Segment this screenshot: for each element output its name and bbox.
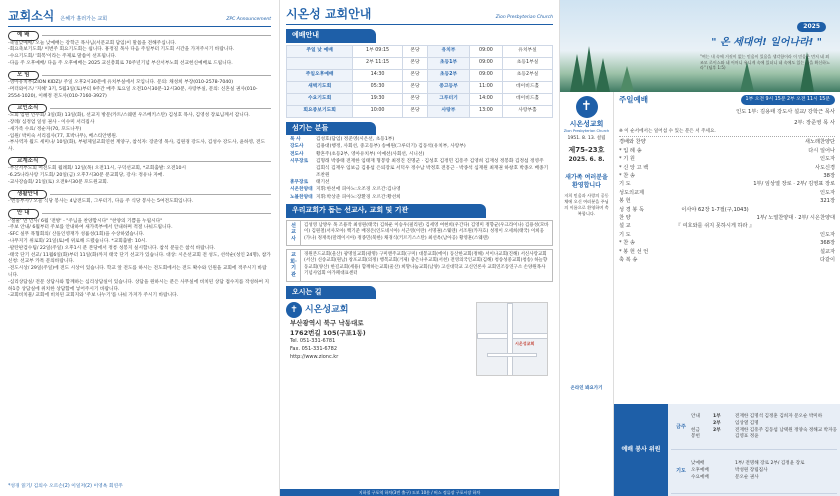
news-section — [8, 209, 271, 300]
volunteer-section-title: 금주 — [676, 424, 686, 431]
staff-names: 김성호(담임) 정준영(시온선, 초등1부) — [316, 137, 395, 143]
church-info-header — [286, 6, 553, 25]
order-row — [619, 239, 835, 247]
news-column — [0, 0, 280, 496]
order-person: 인도자 — [819, 231, 835, 238]
order-detail — [665, 231, 765, 239]
year-slogan: " 온 세대여! 일어나라! " — [711, 37, 822, 48]
worship-cell: 회요중보기도회 — [287, 105, 353, 117]
staff-names: 김용대(행정, 사회선, 중고등부) 송예원(그루터기) 김동석(유치부, 사랑부) — [316, 144, 466, 150]
church-info-column — [280, 0, 560, 496]
church-info-title: 시온성 교회안내 — [286, 7, 372, 21]
volunteer-rows — [691, 450, 837, 493]
service-body — [560, 92, 840, 496]
order-person: 368장 — [820, 240, 835, 247]
worship-cell: 본당 — [402, 45, 427, 57]
service-time: 1부 오전 9시 15분 2부 오전 11시 15분 — [741, 95, 835, 104]
order-item: * 기 원 — [619, 156, 635, 163]
volunteer-cell: 헌금 — [691, 427, 700, 433]
news-item: -노회 임원 인수회/ 3일(화) 13일(화), 선교지 방문(카트/스웨덴 우즈베키스탄) 김성호 목사, 김영성 장로님께서 갑니다. — [8, 113, 250, 119]
order-person: 1부/ 노열찬양대 · 2부/ 시온찬양대 — [756, 215, 835, 222]
volume-number: 제75-23호 — [568, 146, 605, 155]
news-item: -6.25나라사랑 기도회/ 20일(금) 오후7시30분 분교회당, 강사: 정유나 자매. — [8, 173, 164, 179]
worship-cell: 주일 낮 예배 — [287, 45, 353, 57]
order-detail — [665, 147, 765, 155]
news-item: -태국 단기 선교/ 11월6일(화)부터 11일(화)까지 태국 단기 선교가 있습니다. 대상: 시온선교회 전 성도, 선착순(성인 24명), 참가신청: 선교부 카톡 문의바랍니다. — [8, 252, 271, 265]
order-item: 경배와 찬양 — [619, 139, 646, 146]
staff-names: 김형래 박종태 전재한 임태재 형봉랑 최정진 진명군 · 김성호 김정민 김흥주 김영희 김재성 정봉화 김정섭 정영주 — [316, 159, 544, 165]
section-divider — [50, 108, 271, 109]
staff-role: 시온찬양대 — [290, 187, 313, 193]
order-row — [619, 189, 835, 197]
order-of-service-column — [560, 0, 840, 496]
order-detail — [665, 189, 765, 197]
bulletin-logo-english: Zion Presbyterian Church — [563, 129, 610, 134]
staff-row — [290, 166, 549, 179]
standing-note: ※ 이 순서에서는 일어섬 수 있는 분은 서 주세요. — [619, 129, 835, 137]
fax: Fax. 051-331-6782 — [290, 346, 338, 353]
worship-row — [287, 69, 553, 81]
volunteer-cell: 오후예배 — [691, 468, 709, 474]
volunteer-row — [691, 461, 837, 468]
worship-cell: 초등1부실 — [503, 57, 553, 69]
staff-row — [290, 180, 549, 186]
bulletin-logo-name: 시온성교회 — [569, 120, 604, 128]
church-cross-icon: ✝ — [576, 96, 598, 118]
order-detail — [665, 155, 765, 163]
worship-row — [287, 45, 553, 57]
cover-image — [560, 0, 840, 92]
worship-cell: 주일오후예배 — [287, 69, 353, 81]
news-section-heading — [8, 190, 271, 199]
news-section-title: 생활안내 — [8, 190, 47, 199]
order-person: 321장 — [820, 198, 835, 205]
volunteer-section — [671, 450, 837, 494]
staff-names: 김회식 김재우 임보금 김용섭 은퇴장로 서덕우 정수남 박정호 전흥근 · 박종석 심재원 최재권 하창호 박종오 배종기 조찬원 — [316, 166, 549, 178]
address — [290, 318, 476, 361]
order-detail — [665, 248, 765, 256]
order-row — [619, 147, 835, 155]
news-item: -다음 주 오후예배/ 다음 주 오후예배는 2025 교신총회로 70주년기념 부산서부노회 선교헌신예배로 드립니다. — [8, 61, 233, 67]
volunteer-cell — [713, 434, 735, 441]
staff-row — [290, 187, 549, 193]
bible-reading-note: *성경 읽기/ 김의수 오르손(2) 이일저(2) 이영옥 회연주 — [8, 483, 123, 489]
staff-names: 황혼주(초등2부, 영아유치부) 이예선(사회선, 시니선) — [316, 151, 425, 157]
news-section — [8, 157, 271, 187]
order-detail — [665, 239, 765, 247]
order-person: 1부/ 임상열 장로 · 2부/ 김영표 장로 — [753, 181, 835, 188]
worship-cell: 09:00 — [469, 69, 502, 81]
news-item: -교회비치물/ 교회에 비치된 교회지와 '주보 나누기'를 나눠 가져가 주시기 바랍니다. — [8, 293, 179, 299]
volunteer-cell: 전재한 김흥주 김동섭 남택원 정양숙 정해교 박자웅 — [735, 427, 837, 433]
section-divider — [42, 35, 271, 36]
telephone: Tel. 051-331-6781 — [290, 338, 336, 345]
order-person: 설교자 — [819, 248, 835, 255]
volunteer-cell — [713, 475, 735, 482]
order-person: 인도자 — [819, 156, 835, 163]
staff-row — [290, 144, 549, 150]
news-item: -수요기도회/ '회복'이라는 주제로 말씀이 선포됩니다. — [8, 54, 117, 60]
volunteer-cell — [691, 421, 713, 428]
order-row — [619, 248, 835, 256]
staff-row — [290, 195, 549, 201]
volunteer-table — [614, 404, 840, 496]
order-item: 기 도 — [619, 181, 631, 188]
map-marker: 시온성교회 — [515, 341, 535, 347]
news-section-heading — [8, 104, 271, 113]
news-section-title: 모 임 — [8, 71, 39, 80]
cross-logo-icon: ✝ — [286, 302, 302, 318]
staff-names: 지휘:박상준 피아노:장환경 오르간:황선희 — [316, 194, 401, 200]
news-section — [8, 71, 271, 101]
worship-cell: 본당 — [402, 81, 427, 93]
staff-names: 지휘:한선애 피아노:오조경 오르간:김나영 — [316, 187, 401, 193]
worship-cell: 14:00 — [469, 93, 502, 105]
online-link[interactable]: 온라인 봐요가기 — [570, 385, 603, 391]
volunteer-grid — [668, 404, 840, 496]
news-item: -주보 안내/ 6월부터 주보를 안내하여 새가족부에서 안내하며 적절 나눠드립니다. — [8, 225, 173, 231]
order-row — [619, 155, 835, 163]
news-section-title: 교계소식 — [8, 157, 47, 166]
address-line1: 부산광역시 북구 낙동대로 — [290, 319, 364, 328]
worship-guide-heading: 예배안내 — [286, 29, 376, 42]
news-title: 교회소식 — [8, 9, 55, 23]
year-badge: 2025 — [797, 22, 826, 32]
worship-cell: 본당 — [402, 105, 427, 117]
news-section-title: 안 내 — [8, 209, 39, 218]
news-item: -전도시상/ 29일(주일)에 전도 시상이 있습니다. 학교 앞 전도를 하시는 전도회에서는 전도 확수와 인원을 교회에 적주시기 바랍니다. — [8, 266, 267, 279]
worship-row — [287, 105, 553, 117]
worship-cell: 2부 11:15 — [353, 57, 403, 69]
worship-cell: 유치부실 — [503, 45, 553, 57]
volunteer-row — [691, 421, 837, 428]
worship-cell: 10:00 — [353, 105, 403, 117]
volunteer-cell: 박성원 장립집사 — [735, 468, 768, 474]
website-link[interactable]: http://www.zionc.kr — [290, 353, 339, 360]
order-item: 설 교 — [619, 223, 631, 230]
order-person: 다시 일어나 — [808, 147, 835, 154]
volunteer-cell: 1부/ 전명해 장로 2부/ 김정윤 장로 — [735, 461, 805, 467]
order-detail — [665, 180, 685, 188]
news-item: -회요축보기도회/ 이번주 회요기도회는 쉽니다. 홍정길 목사 다음 주일부터 기도회 시간을 가져주시기 바랍니다. — [8, 47, 235, 53]
staff-row — [290, 152, 549, 158]
worship-cell: 초등2부 — [428, 69, 470, 81]
volunteer-cell: 1부 — [713, 413, 721, 419]
worship-cell: 13:00 — [469, 105, 502, 117]
order-detail: 이사야 62장 1-7절(구,1043) — [681, 206, 749, 213]
volunteer-cell: 2부 — [713, 427, 721, 433]
news-section-title: 예 배 — [8, 31, 39, 40]
volunteer-cell — [713, 461, 735, 468]
news-sections — [8, 31, 271, 300]
leader-line2: 2부: 장준영 목 사 — [794, 119, 835, 126]
volunteer-cell — [713, 468, 735, 475]
news-item: -팔탄판검수팀/ 22일(주일) 오후1시 분 본당에서 정릉 성봉지 실시합니다. 참석 분들은 참석 바랍니다. — [8, 245, 216, 251]
order-item: * 찬 송 — [619, 172, 635, 179]
worship-cell: 데이비드홀 — [503, 81, 553, 93]
order-row — [619, 206, 835, 214]
order-detail — [665, 197, 765, 205]
news-section — [8, 190, 271, 206]
worship-cell: 1부 09:15 — [353, 45, 403, 57]
volunteer-cell: 김영표 정윤 — [735, 434, 759, 440]
news-item: -새가족 수료/ 정순자(70, 포도나무) — [8, 126, 82, 132]
volunteer-row — [691, 414, 837, 421]
volunteer-section — [671, 406, 837, 450]
theme-verse: "여는 내 속에 거짓이 없는 믿음이 있음을 생각함이라 이 믿음은 먼저 네 외조모 로이스와 네 어머니 유니게 속에 있더니 네 속에도 있는 줄을 확신하노라" (딤후 1:5) — [700, 54, 830, 71]
staff-list — [286, 135, 553, 203]
service-title: 주일예배 — [619, 95, 648, 104]
staff-names: 태기선 — [316, 180, 330, 186]
worship-cell: 수요기도회 — [287, 93, 353, 105]
founded-date: 1951. 8. 13. 설립 — [567, 136, 606, 142]
welcome-title: 새가족 여러분을 환영합니다 — [565, 174, 608, 189]
order-row — [619, 138, 835, 146]
worship-cell: 09:00 — [469, 45, 502, 57]
bulletin-date: 2025. 6. 8. — [568, 155, 605, 163]
order-item: 찬 양 — [619, 215, 631, 222]
worship-cell: 중고등부 — [428, 81, 470, 93]
worship-cell: 본당 — [402, 93, 427, 105]
order-row — [619, 164, 835, 172]
news-item: -심리상담실/ 전문 상담사와 함께하는 심리상담실이 있습니다. 상담을 원하시는 분은 사무실에 비치된 상담 접수지를 작성하여 지하1층 상담실에 위치한 상담함에 넣어주시기 바랍니다. — [8, 279, 270, 292]
section-divider — [42, 75, 271, 76]
order-person — [765, 222, 835, 230]
staff-row — [290, 159, 549, 165]
worship-cell: 본당 — [402, 57, 427, 69]
service-order — [614, 92, 840, 496]
staff-role: 휴무장로 — [290, 180, 309, 186]
staff-role: 시무장로 — [290, 159, 309, 165]
volunteer-label: 예배 봉사 위원 — [614, 404, 668, 496]
mission-block-text: 김성영 남방우 목 조용작 최성원(태국) 김하운 이승우(필리핀) 김세영 여현희(우간다) 김영미 정향균(우크라이나) 김용성(모바이) 김원철(서사모아) 백기준 배경온(인도네시아) 서근영(이란) 서명권(스웨덴) 서조원(카자흐) 성정이 오세희(태국) 이희웅(가나) 정재옥(말레이시아) 정종민(북한) 채경식(키르기스스탄) 최선옥(남아공) 황영훈(스웨덴) — [304, 222, 549, 241]
order-row — [619, 214, 835, 222]
news-item: -'실물' 연 인사/ 6월 '전방' - "주님을 찬양합시다" "찬양의 기쁨을 누립시다" — [8, 218, 163, 224]
volunteer-cell: 전재한 김명석 김정훈 김희자 문오순 박미하 — [735, 413, 823, 419]
news-item: -입원/ 박미숙 서리집사(77, 호박나무), 베스티안병원. — [8, 133, 118, 139]
volunteer-row — [691, 468, 837, 475]
news-item: -축일낮예배/ 오늘 낮예배는 강학근 목사님(서문교회 담임)이 말씀을 전해주십니다. — [8, 40, 177, 46]
mission-block-text: 경원본드교회(울산) 광명일교회(광명) 구미맨주교회(구미) 대봉교회(에이) 동산한교회(정해) 서이나교회(진해) 서신사랑교회(서산) 신송교회(원남) 창포교회(의정) 행복교회(거제) 충은나우교회(서천) 전영의국인교회(김해) 청송성중교회(청송) 하늘향동교회(양산) 한길교회(세용) 함께하는교회(울산) 희망나눔교회(남양) 고신대학교 고신언론사 교회연조동연구소 손양원목사기념사업회 아가페대표센터 — [304, 251, 548, 277]
news-english-title: ZPC Announcement — [226, 17, 271, 22]
order-person — [765, 206, 835, 214]
news-item: -머더와이즈/ '지혜' 3기, 5월3일(토)부터 9주간 매주 토요일 오전10시30분-12시30분, 사랑부실, 문의: 신혼실 권사(010-2554-1020), 이혜정 전도사(010-7160-3927) — [8, 87, 258, 99]
worship-schedule-table — [286, 45, 553, 118]
order-item: 성도의교제 — [619, 189, 645, 196]
order-item: * 찬 송 — [619, 240, 635, 247]
volunteer-cell: 임상열 김명 — [735, 420, 759, 426]
church-logo-text: 시온성교회 — [305, 305, 349, 316]
worship-cell: 본당 — [402, 69, 427, 81]
order-person: 다같이 — [819, 257, 835, 264]
directions-heading: 오시는 길 — [286, 286, 376, 299]
news-item: -SFC 실무 목협회의/ 산돌인영재가 성률성(1회)을 수상하였습니다. — [8, 232, 145, 238]
news-section-heading — [8, 209, 271, 218]
transit-note: 지하철 구포역 하차(3번 출구) 도보 10분 / 버스 정류장 구포시장 하차 — [280, 489, 559, 496]
order-row — [619, 222, 835, 230]
order-detail — [665, 256, 765, 264]
mission-heading: 우리교회가 돕는 선교사, 교회 및 기관 — [286, 204, 486, 217]
order-row — [619, 180, 835, 188]
location-map — [476, 302, 548, 376]
address-line2: 1762번길 105(구포1동) — [290, 329, 366, 338]
news-item: -장례/ 심정엄 일성 권사 - 이수미 서리집사 — [8, 119, 95, 125]
volunteer-cell: 안내 — [691, 413, 700, 419]
volunteer-row — [691, 428, 837, 435]
volunteer-row — [691, 475, 837, 482]
news-section — [8, 31, 271, 68]
order-row — [619, 231, 835, 239]
volunteer-section-title: 기도 — [676, 468, 686, 475]
worship-cell: 그루터기 — [428, 93, 470, 105]
worship-row — [287, 93, 553, 105]
directions-block — [286, 302, 553, 376]
leader-line1: 인도 1부: 김용태 강도사 설교/ 강학근 목사 — [736, 109, 835, 116]
welcome-text: 저희 믿음과 사랑의 공동체에 오신 여러분을 주님의 이름으로 환영하며 축복합니다. — [564, 192, 609, 216]
mission-block — [286, 220, 553, 246]
news-header — [8, 8, 271, 27]
worship-cell: 유치부 — [428, 45, 470, 57]
order-row — [619, 197, 835, 205]
volunteer-cell: 2부 — [713, 420, 721, 426]
worship-cell: 14:30 — [353, 69, 403, 81]
volunteer-rows — [691, 406, 837, 449]
worship-cell: 사랑부 — [428, 105, 470, 117]
news-item: -영아유치부(ZION KIDZ)/ 주일 오후2시30분에 유치부실에서 모입니다. 문의: 채성희 부장(010-2578-7040) — [8, 80, 234, 86]
staff-role: 노블찬양대 — [290, 194, 313, 200]
staff-heading: 섬기는 분들 — [286, 122, 376, 135]
order-row — [619, 256, 835, 264]
order-item: * 봉 헌 선 언 — [619, 248, 649, 255]
news-item: -부산서부노회 여전도회 월례회/ 12일(목) 오전11시, 구덕선교회, *교회출발: 오전10시 — [8, 166, 187, 172]
order-detail: 『 여호와를 쉬지 못하시게 하라 』 — [675, 223, 755, 230]
news-subtitle: 은혜가 흘러가는 교회 — [60, 16, 108, 22]
volunteer-cell: 낮예배 — [691, 461, 705, 467]
worship-cell: 새벽기도회 — [287, 81, 353, 93]
order-detail — [665, 172, 765, 180]
worship-cell: 09:00 — [469, 57, 502, 69]
worship-cell — [287, 57, 353, 69]
mission-block — [286, 249, 553, 282]
order-item: * 입 례 송 — [619, 147, 642, 154]
staff-role: 목 사 — [290, 137, 301, 143]
staff-row — [290, 137, 549, 143]
order-person: 인도자 — [819, 189, 835, 196]
news-item: -교사강습회/ 21일(토) 오전9시30분 포도원교회. — [8, 180, 109, 186]
order-person: 사도신경 — [814, 164, 835, 171]
worship-row — [287, 57, 553, 69]
volunteer-cell: 문오순 권사 — [735, 474, 759, 480]
address-block — [286, 302, 476, 376]
mission-list — [286, 220, 553, 282]
section-divider — [50, 161, 271, 162]
order-item: * 신 앙 고 백 — [619, 164, 649, 171]
order-detail — [665, 214, 685, 222]
order-item: 기 도 — [619, 231, 631, 238]
order-person: 38장 — [823, 172, 835, 179]
worship-cell: 사랑부홀 — [503, 105, 553, 117]
church-english-name: Zion Presbyterian Church — [495, 15, 553, 20]
worship-cell: 데이비드홀 — [503, 93, 553, 105]
section-divider — [50, 194, 271, 195]
volunteer-row — [691, 434, 837, 441]
news-section-heading — [8, 31, 271, 40]
news-item: -나무지기 위로회/ 21일(토)에 위로해 드렸습니다. *교회출발: 10시. — [8, 238, 147, 244]
staff-role: 전도사 — [290, 151, 304, 157]
church-logo — [286, 302, 476, 318]
section-divider — [42, 213, 271, 214]
order-row — [619, 172, 835, 180]
volunteer-cell: 봉헌 — [691, 434, 700, 440]
order-list — [619, 138, 835, 264]
worship-cell: 11:00 — [469, 81, 502, 93]
worship-cell: 초등2부실 — [503, 69, 553, 81]
news-section-heading — [8, 71, 271, 80]
bulletin-info — [560, 92, 614, 496]
worship-row — [287, 81, 553, 93]
order-item: 축 복 송 — [619, 257, 638, 264]
worship-cell: 05:30 — [353, 81, 403, 93]
staff-role: 강도사 — [290, 144, 304, 150]
mission-block-label: 선교사 — [287, 221, 301, 245]
service-header — [619, 95, 835, 105]
order-detail — [665, 138, 765, 146]
news-section-title: 교인소식 — [8, 104, 47, 113]
order-item: 성 경 봉 독 — [619, 206, 644, 213]
news-item: -부사역자 월드 세미나/ 10일(화), 부평제일교회연천 계양구, 참석자: 장준영 목사, 김원경 강도사, 김성수 강도사, 윤하영, 전도사. — [8, 140, 266, 153]
order-person: 새노래찬양단 — [804, 139, 835, 146]
news-section — [8, 104, 271, 154]
mission-block-label: 교회·기관 — [287, 250, 301, 281]
worship-cell: 19:30 — [353, 93, 403, 105]
worship-cell: 초등1부 — [428, 57, 470, 69]
staff-role — [290, 166, 316, 179]
news-item: -'빈농부사'/ 오늘 식당 봉사는 4남전도회, 그루터기, 다음 주 식당 봉사는 5여전도회입니다. — [8, 199, 194, 205]
volunteer-cell: 수요예배 — [691, 474, 709, 480]
order-item: 봉 헌 — [619, 198, 631, 205]
order-detail — [665, 164, 765, 172]
